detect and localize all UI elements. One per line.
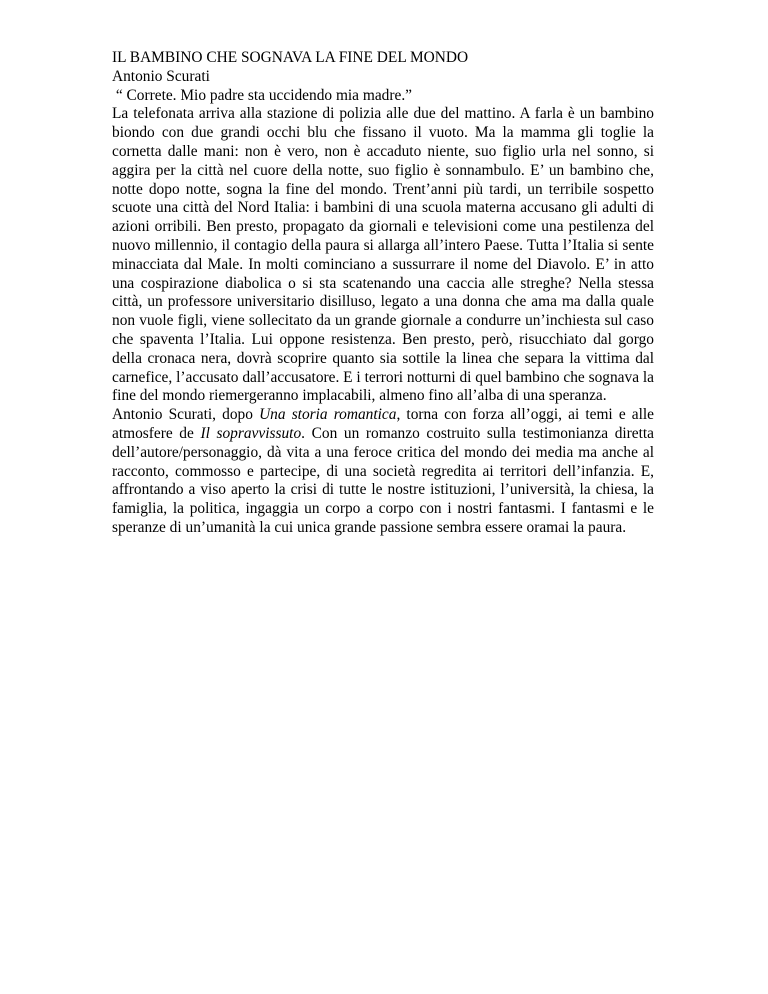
author-name: Antonio Scurati xyxy=(112,67,210,85)
commentary-text-2: , torna con forza all’oggi, ai temi e alle atmosfere de xyxy=(112,406,654,442)
commentary-text-3: . Con un romanzo costruito sulla testimonianza diretta dell’autore/personaggio, dà vita a una feroce critica del mondo dei media ma anche al racconto, commosso e partecipe, di una società regredita ai territori dell’infanzia. E, affrontando a viso aperto la crisi di tutte le nostre istituzioni, l’università, la chiesa, la famiglia, la politica, ingaggia un corpo a corpo con i nostri fantasmi. I fantasmi e le speranze di un’umanità la cui unica grande passione sembra essere oramai la paura. xyxy=(112,424,655,536)
opening-quote: “ Correte. Mio padre sta uccidendo mia madre.” xyxy=(112,86,412,104)
synopsis-paragraph: La telefonata arriva alla stazione di polizia alle due del mattino. A farla è un bambino biondo con due grandi occhi blu che fissano il vuoto. Ma la mamma gli toglie la cornetta dalle mani: non è vero, non è accaduto niente, suo figlio urla nel sonno, si aggira per la città nel cuore della notte, suo figlio è sonnambulo. E’ un bambino che, notte dopo notte, sogna la fine del mondo. Trent’anni più tardi, un terribile sospetto scuote una città del Nord Italia: i bambini di una scuola materna accusano gli adulti di azioni orribili. Ben presto, propagato da giornali e televisioni come una pestilenza del nuovo millennio, il contagio della paura si allarga all’intero Paese. Tutta l’Italia si sente minacciata dal Male. In molti cominciano a sussurrare il nome del Diavolo. E’ in atto una cospirazione diabolica o si sta scatenando una caccia alle streghe? Nella stessa città, un professore universitario disilluso, legato a una donna che ama ma dalla quale non vuole figli, viene sollecitato da un grande giornale a condurre un’inchiesta sul caso che spaventa l’Italia. Lui oppone resistenza. Ben presto, però, risucchiato dal gorgo della cronaca nera, dovrà scoprire quanto sia sottile la linea che separa la vittima dal carnefice, l’accusato dall’accusatore. E i terrori notturni di quel bambino che sognava la fine del mondo riemergeranno implacabili, almeno fino all’alba di una speranza. xyxy=(112,105,654,405)
commentary-text-1: Antonio Scurati, dopo xyxy=(112,406,260,424)
document-page xyxy=(112,49,654,538)
book-title-il-sopravvissuto: Il sopravvissuto xyxy=(200,424,302,442)
book-title-una-storia-romantica: Una storia romantica xyxy=(259,406,397,424)
commentary-paragraph xyxy=(112,406,654,538)
document-title: IL BAMBINO CHE SOGNAVA LA FINE DEL MONDO xyxy=(112,49,469,66)
